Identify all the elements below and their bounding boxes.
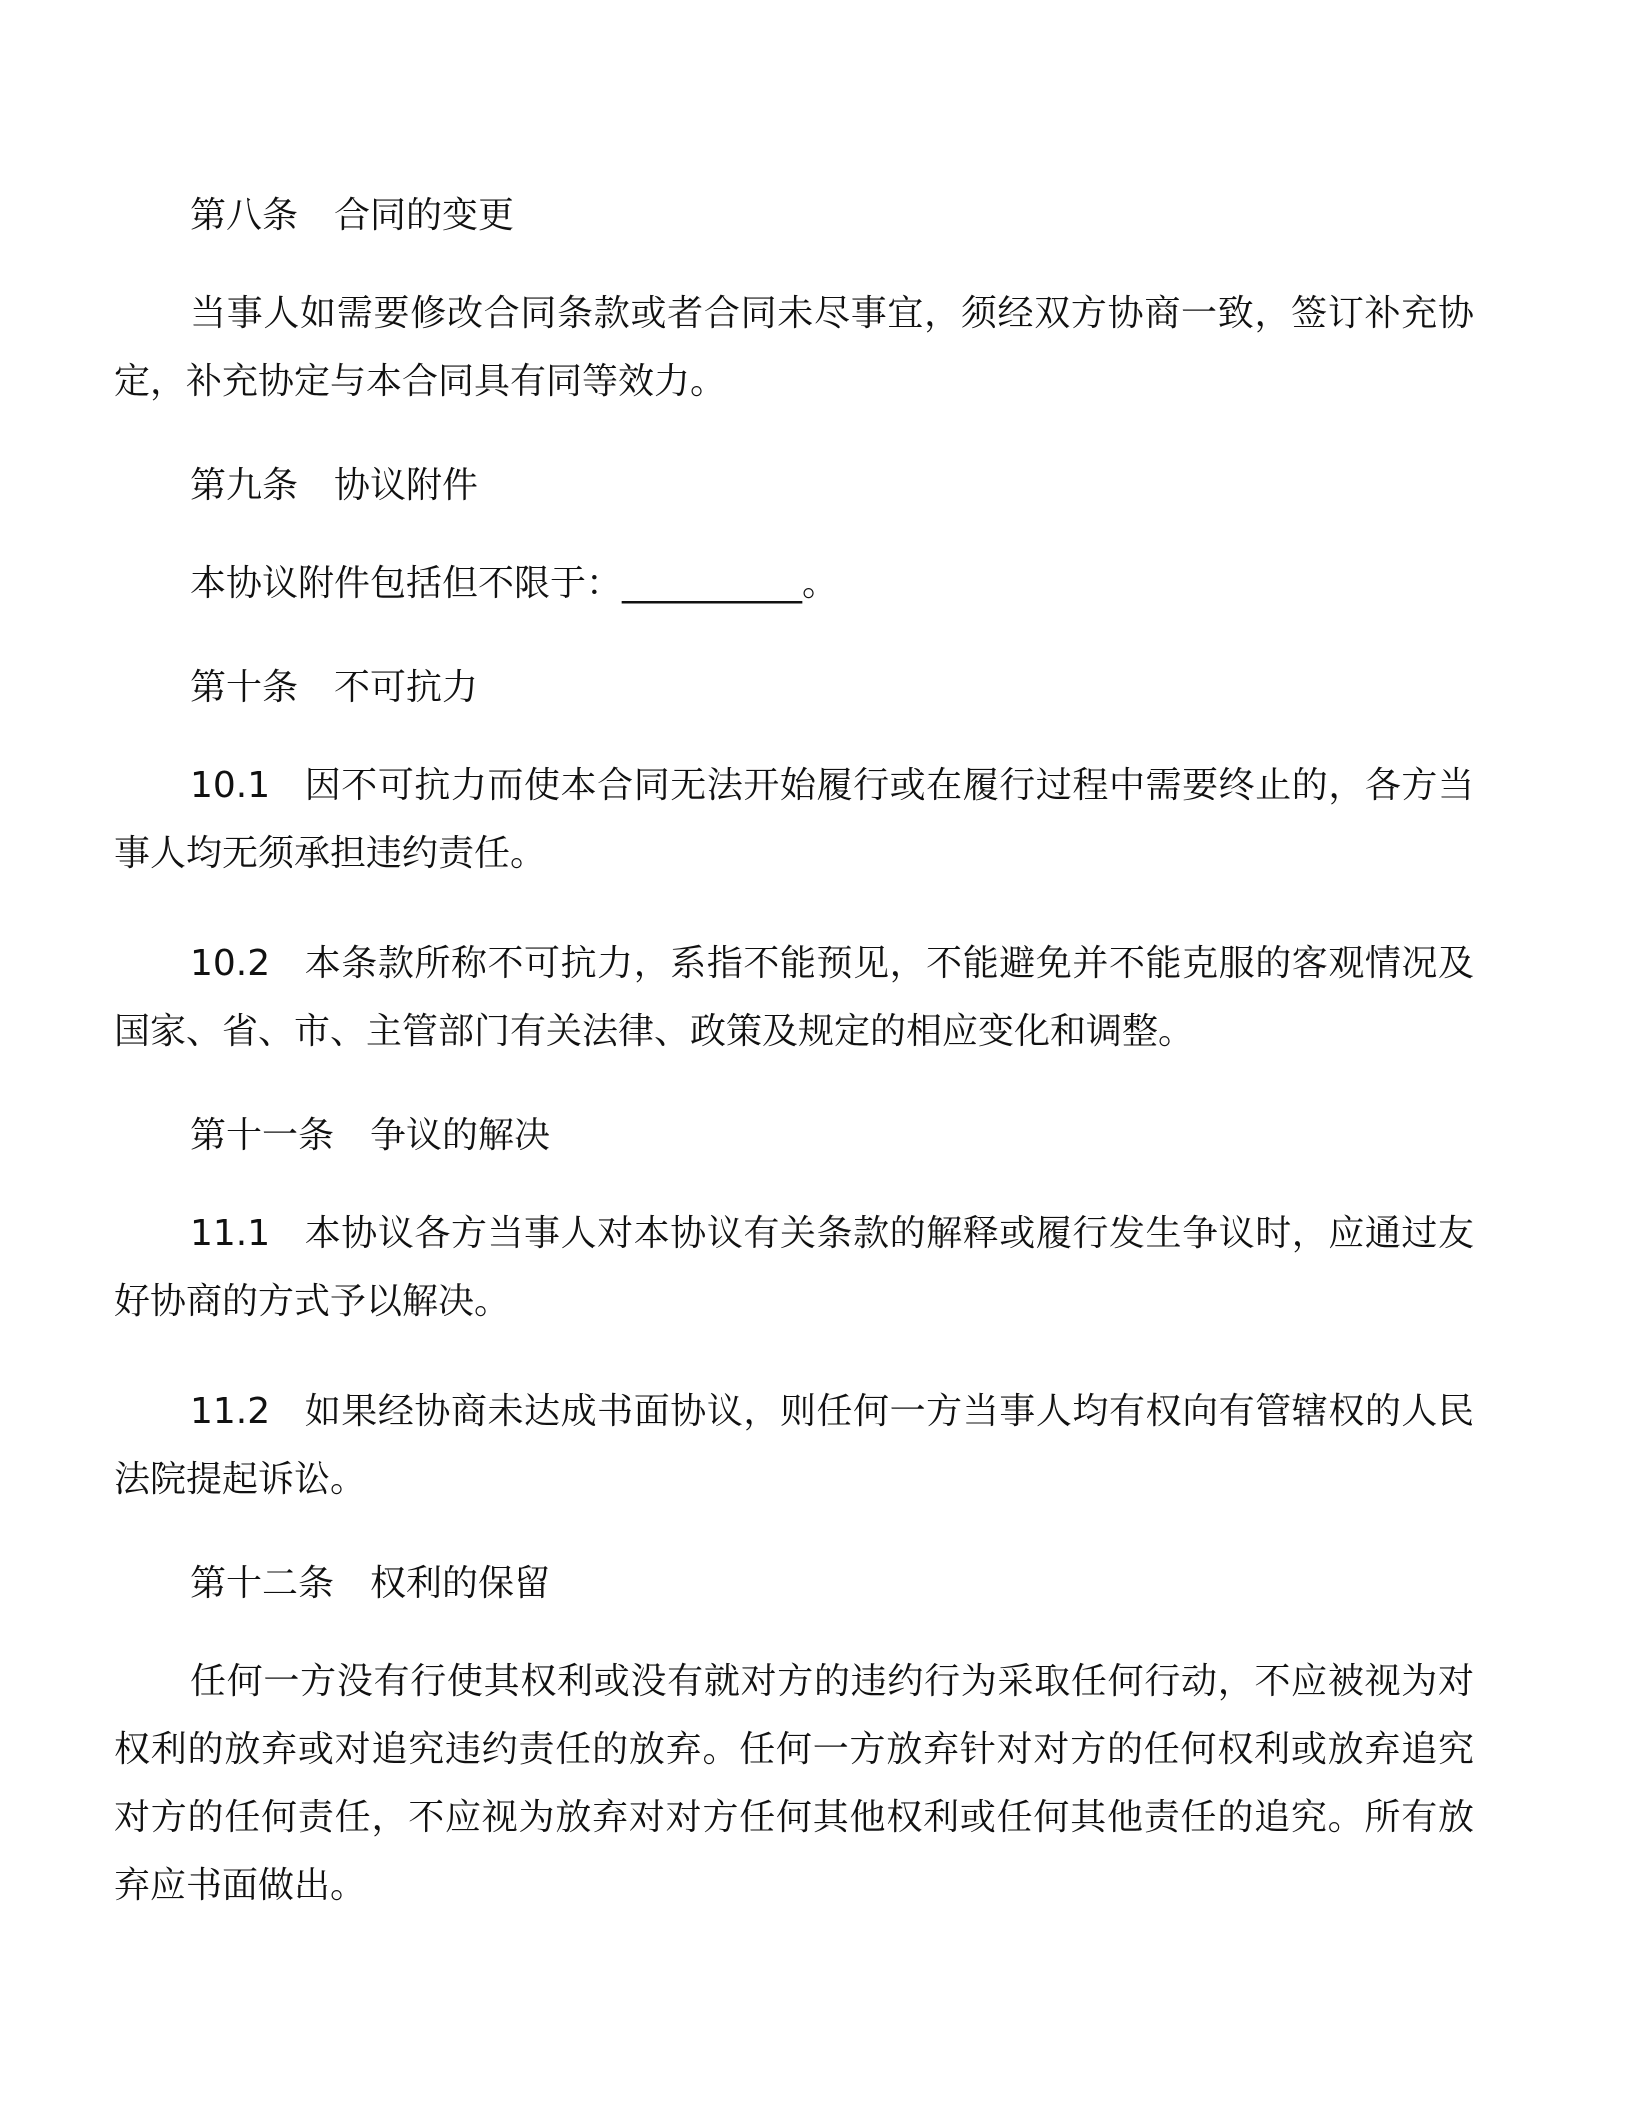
paragraph — [114, 280, 1474, 416]
section-heading-12 — [114, 1556, 1474, 1612]
paragraph-text: 本协议附件包括但不限于：__________。 — [190, 563, 839, 604]
paragraph-text: 本条款所称不可抗力，系指不能预见，不能避免并不能克服的客观情况及国家、省、市、主管部门有关法律、政策及规定的相应变化和调整。 — [114, 943, 1474, 1052]
section-title: 争议的解决 — [370, 1115, 551, 1156]
paragraph-text: 当事人如需要修改合同条款或者合同未尽事宜，须经双方协商一致，签订补充协定，补充协定与本合同具有同等效力。 — [114, 293, 1474, 402]
section-title: 权利的保留 — [370, 1563, 551, 1604]
clause-paragraph — [114, 1378, 1474, 1514]
section-title: 协议附件 — [334, 465, 479, 506]
paragraph-text: 因不可抗力而使本合同无法开始履行或在履行过程中需要终止的，各方当事人均无须承担违约责任。 — [114, 765, 1474, 874]
clause-number: 11.1 — [190, 1213, 271, 1254]
paragraph — [114, 550, 1474, 618]
document-body — [114, 188, 1474, 1920]
clause-paragraph — [114, 930, 1474, 1066]
paragraph-text: 任何一方没有行使其权利或没有就对方的违约行为采取任何行动，不应被视为对权利的放弃或对追究违约责任的放弃。任何一方放弃针对对方的任何权利或放弃追究对方的任何责任，不应视为放弃对对方任何其他权利或任何其他责任的追究。所有放弃应书面做出。 — [114, 1661, 1474, 1906]
section-heading-8 — [114, 188, 1474, 244]
section-heading-9 — [114, 458, 1474, 514]
section-number: 第十一条 — [190, 1115, 335, 1156]
paragraph-text: 如果经协商未达成书面协议，则任何一方当事人均有权向有管辖权的人民法院提起诉讼。 — [114, 1391, 1474, 1500]
section-heading-10 — [114, 660, 1474, 716]
paragraph — [114, 1648, 1474, 1920]
clause-number: 10.1 — [190, 765, 271, 806]
clause-number: 10.2 — [190, 943, 271, 984]
section-title: 合同的变更 — [334, 195, 515, 236]
clause-number: 11.2 — [190, 1391, 271, 1432]
section-title: 不可抗力 — [334, 667, 479, 708]
section-number: 第十二条 — [190, 1563, 335, 1604]
section-number: 第十条 — [190, 667, 299, 708]
clause-paragraph — [114, 1200, 1474, 1336]
section-heading-11 — [114, 1108, 1474, 1164]
clause-paragraph — [114, 752, 1474, 888]
paragraph-text: 本协议各方当事人对本协议有关条款的解释或履行发生争议时，应通过友好协商的方式予以解决。 — [114, 1213, 1474, 1322]
section-number: 第八条 — [190, 195, 299, 236]
section-number: 第九条 — [190, 465, 299, 506]
